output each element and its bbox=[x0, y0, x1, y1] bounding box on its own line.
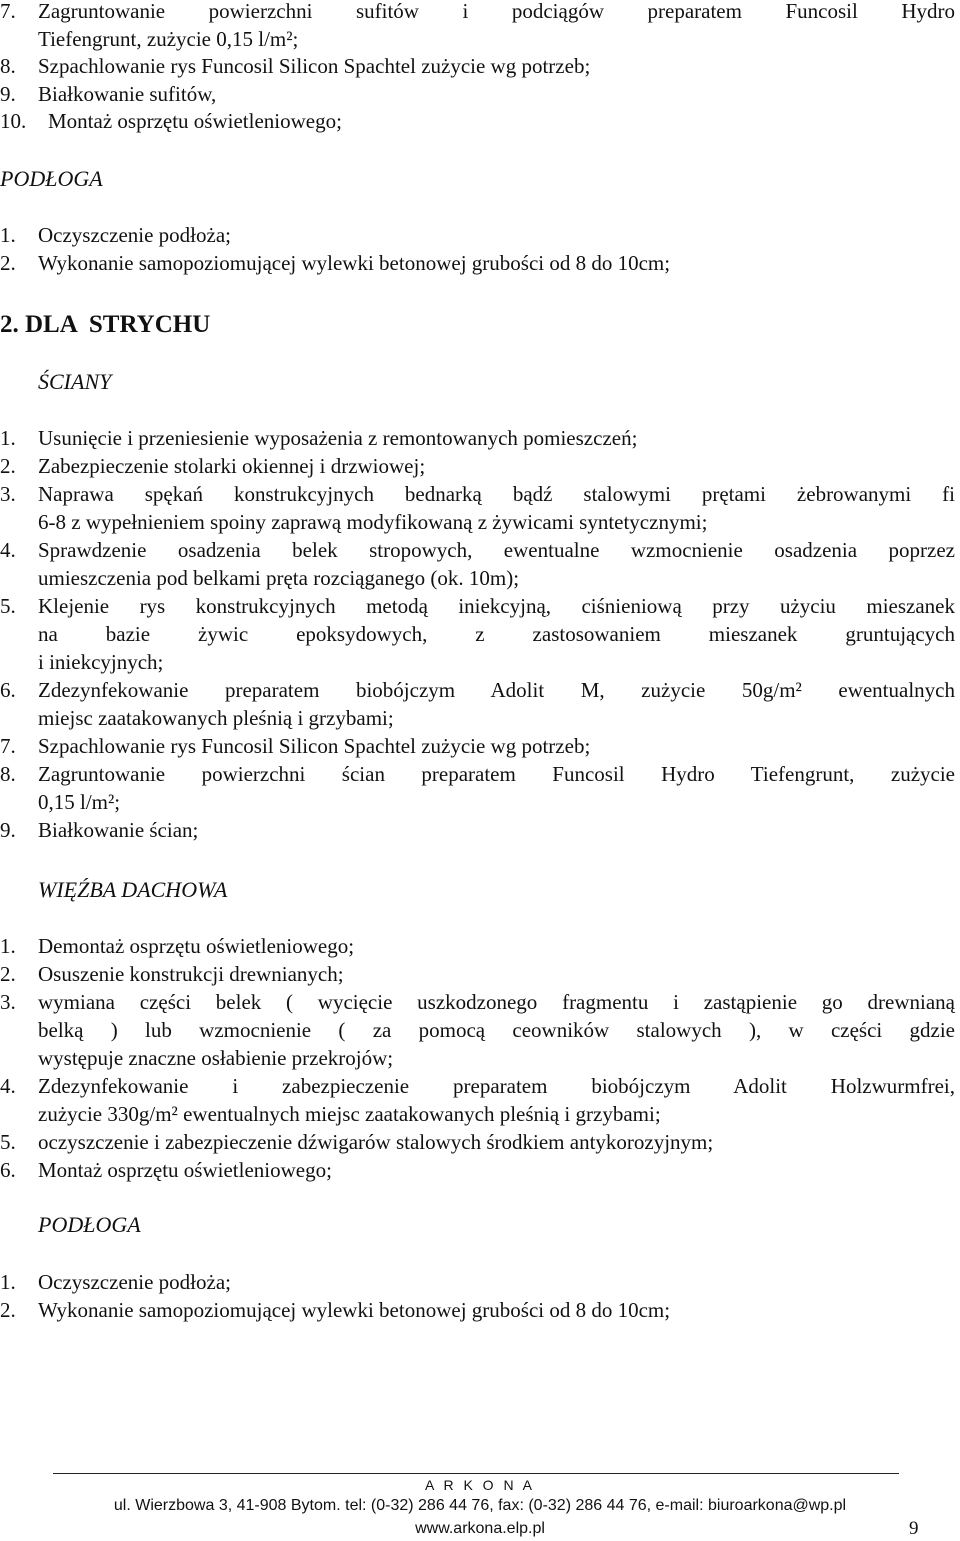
list-item-text: Zdezynfekowanie preparatem biobójczym Adolit M, zużycie 50g/m² ewentualnych bbox=[38, 678, 955, 702]
list-item-number: 10. bbox=[0, 109, 27, 133]
list-item-text: 0,15 l/m²; bbox=[38, 790, 121, 814]
list-item-text: Zabezpieczenie stolarki okiennej i drzwiowej; bbox=[38, 454, 426, 478]
section-heading-sciany: ŚCIANY bbox=[38, 369, 112, 394]
list-item-text: Oczyszczenie podłoża; bbox=[38, 223, 231, 247]
list-item-text: Zagruntowanie powierzchni ścian preparatem Funcosil Hydro Tiefengrunt, zużycie bbox=[38, 762, 955, 786]
list-item-number: 2. bbox=[0, 251, 16, 275]
list-item-text: na bazie żywic epoksydowych, z zastosowaniem mieszanek gruntujących bbox=[38, 622, 955, 646]
list-item-number: 7. bbox=[0, 0, 16, 23]
list-item-text: Naprawa spękań konstrukcyjnych bednarką bądź stalowymi prętami żebrowanymi fi bbox=[38, 482, 955, 506]
list-item-text: Wykonanie samopoziomującej wylewki betonowej grubości od 8 do 10cm; bbox=[38, 251, 671, 275]
list-item-text: Szpachlowanie rys Funcosil Silicon Spachtel zużycie wg potrzeb; bbox=[38, 734, 591, 758]
list-item-number: 8. bbox=[0, 762, 16, 786]
list-item-text: oczyszczenie i zabezpieczenie dźwigarów stalowych środkiem antykorozyjnym; bbox=[38, 1130, 714, 1154]
list-item-text: belką ) lub wzmocnienie ( za pomocą ceowników stalowych ), w części gdzie bbox=[38, 1018, 955, 1042]
list-item-number: 1. bbox=[0, 426, 16, 450]
list-item-text: Wykonanie samopoziomującej wylewki betonowej grubości od 8 do 10cm; bbox=[38, 1298, 671, 1322]
list-item-text: wymiana części belek ( wycięcie uszkodzonego fragmentu i zastąpienie go drewnianą bbox=[38, 990, 955, 1014]
list-item-number: 8. bbox=[0, 54, 16, 78]
list-item-text: Białkowanie ścian; bbox=[38, 818, 199, 842]
list-item-text: miejsc zaatakowanych pleśnią i grzybami; bbox=[38, 706, 394, 730]
section-heading-podloga: PODŁOGA bbox=[0, 166, 103, 191]
list-item-number: 3. bbox=[0, 482, 16, 506]
list-item-number: 9. bbox=[0, 818, 16, 842]
list-item-text: Usunięcie i przeniesienie wyposażenia z remontowanych pomieszczeń; bbox=[38, 426, 638, 450]
list-item-number: 1. bbox=[0, 1270, 16, 1294]
list-item-text: Sprawdzenie osadzenia belek stropowych, ewentualne wzmocnienie osadzenia poprzez bbox=[38, 538, 955, 562]
list-item-text: zużycie 330g/m² ewentualnych miejsc zaatakowanych pleśnią i grzybami; bbox=[38, 1102, 661, 1126]
list-item-number: 2. bbox=[0, 962, 16, 986]
page-number: 9 bbox=[909, 1518, 919, 1539]
list-item-number: 4. bbox=[0, 1074, 16, 1098]
list-item-text: Klejenie rys konstrukcyjnych metodą iniekcyjną, ciśnieniową przy użyciu mieszanek bbox=[38, 594, 955, 618]
list-item-text: Szpachlowanie rys Funcosil Silicon Spachtel zużycie wg potrzeb; bbox=[38, 54, 591, 78]
list-item-text: i iniekcyjnych; bbox=[38, 650, 164, 674]
section-heading-wiezba: WIĘŹBA DACHOWA bbox=[38, 877, 228, 902]
list-item-number: 9. bbox=[0, 82, 16, 106]
footer-website: www.arkona.elp.pl bbox=[415, 1520, 545, 1537]
list-item-text: występuje znaczne osłabienie przekrojów; bbox=[38, 1046, 394, 1070]
list-item-number: 2. bbox=[0, 1298, 16, 1322]
list-item-number: 2. bbox=[0, 454, 16, 478]
section-heading-podloga: PODŁOGA bbox=[38, 1212, 141, 1237]
list-item-text: Montaż osprzętu oświetleniowego; bbox=[38, 1158, 332, 1182]
list-item-number: 5. bbox=[0, 594, 16, 618]
list-item-text: umieszczenia pod belkami pręta rozciąganego (ok. 10m); bbox=[38, 566, 520, 590]
list-item-number: 1. bbox=[0, 934, 16, 958]
list-item-text: 6-8 z wypełnieniem spoiny zaprawą modyfikowaną z żywicami syntetycznymi; bbox=[38, 510, 708, 534]
footer-address: ul. Wierzbowa 3, 41-908 Bytom. tel: (0-32) 286 44 76, fax: (0-32) 286 44 76, e-mail: biuroarkona@wp.pl bbox=[113, 1497, 847, 1514]
list-item-text: Tiefengrunt, zużycie 0,15 l/m²; bbox=[38, 27, 299, 51]
list-item-text: Oczyszczenie podłoża; bbox=[38, 1270, 231, 1294]
section-title: 2. DLA STRYCHU bbox=[0, 311, 211, 338]
list-item-number: 3. bbox=[0, 990, 16, 1014]
list-item-number: 6. bbox=[0, 678, 16, 702]
footer-company-name: A R K O N A bbox=[424, 1477, 536, 1493]
list-item-text: Demontaż osprzętu oświetleniowego; bbox=[38, 934, 355, 958]
list-item-number: 5. bbox=[0, 1130, 16, 1154]
list-item-number: 6. bbox=[0, 1158, 16, 1182]
footer-divider bbox=[53, 1473, 899, 1474]
list-item-text: Montaż osprzętu oświetleniowego; bbox=[48, 109, 342, 133]
list-item-number: 7. bbox=[0, 734, 16, 758]
list-item-text: Zagruntowanie powierzchni sufitów i podciągów preparatem Funcosil Hydro bbox=[38, 0, 955, 23]
list-item-number: 4. bbox=[0, 538, 16, 562]
list-item-text: Zdezynfekowanie i zabezpieczenie preparatem biobójczym Adolit Holzwurmfrei, bbox=[38, 1074, 955, 1098]
list-item-number: 1. bbox=[0, 223, 16, 247]
list-item-text: Białkowanie sufitów, bbox=[38, 82, 217, 106]
list-item-text: Osuszenie konstrukcji drewnianych; bbox=[38, 962, 344, 986]
